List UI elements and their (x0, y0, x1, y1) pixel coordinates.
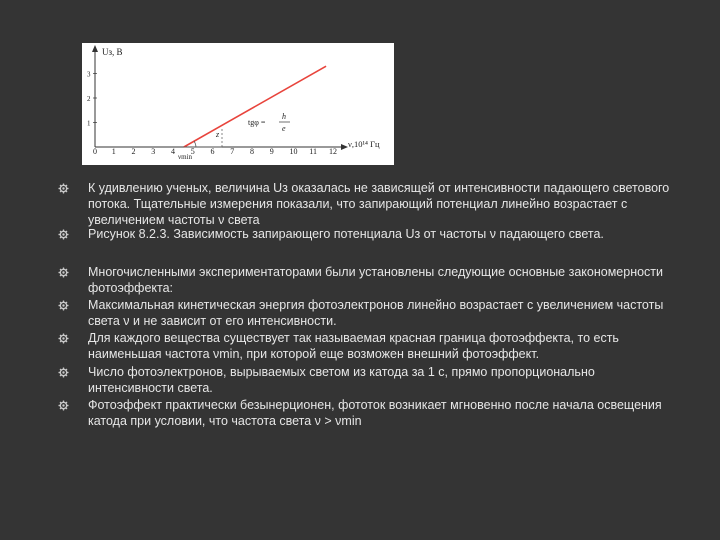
nu-min-label: νmin (178, 153, 193, 161)
x-tick-label: 1 (111, 147, 116, 156)
y-tick-label: 3 (87, 70, 91, 79)
gear-bullet-icon (58, 267, 69, 278)
x-tick-label: 7 (230, 147, 235, 156)
line-label-z: z (216, 130, 220, 139)
bullet-text: К удивлению ученых, величина Uз оказалась не зависящей от интенсивности падающего светового потока. Тщательные измерения показали, что запирающий потенциал линейно возрастает с увеличением частоты ν света (88, 181, 670, 227)
x-tick-label: 12 (329, 147, 337, 156)
x-tick-label: 3 (151, 147, 156, 156)
y-axis-label: Uз, В (102, 47, 123, 57)
formula-lhs: tgφ = (248, 118, 266, 127)
gear-bullet-icon (58, 400, 69, 411)
bullet-text: Фотоэффект практически безынерционен, фототок возникает мгновенно после начала освещения катода при условии, что частота света ν > νmin (88, 398, 662, 428)
formula-numerator: h (282, 112, 286, 121)
gear-bullet-icon (58, 229, 69, 240)
bullet-text: Для каждого вещества существует так называемая красная граница фотоэффекта, то есть наименьшая частота νmin, при которой еще возможен внешний фотоэффект. (88, 331, 619, 361)
x-tick-label: 4 (171, 147, 175, 156)
x-tick-label: 8 (250, 147, 254, 156)
gear-bullet-icon (58, 300, 69, 311)
bullet-text: Максимальная кинетическая энергия фотоэлектронов линейно возрастает с увеличением частоты света ν и не зависит от его интенсивности. (88, 298, 664, 328)
x-tick-label: 6 (210, 147, 215, 156)
x-tick-label: 9 (269, 147, 274, 156)
bullet-text: Рисунок 8.2.3. Зависимость запирающего потенциала Uз от частоты ν падающего света. (88, 227, 604, 241)
y-tick-label: 2 (87, 95, 91, 103)
x-axis-label: ν,10¹⁴ Гц (348, 139, 380, 149)
bullet-text: Число фотоэлектронов, вырываемых светом из катода за 1 с, прямо пропорционально интенсивности света. (88, 365, 595, 395)
y-tick-label: 1 (87, 119, 91, 128)
gear-bullet-icon (58, 333, 69, 344)
x-tick-label: 0 (93, 147, 97, 156)
x-tick-label: 10 (289, 147, 298, 156)
bullet-text: Многочисленными экспериментаторами были установлены следующие основные закономерности фотоэффекта: (88, 265, 664, 295)
x-tick-label: 11 (309, 147, 317, 156)
gear-bullet-icon (58, 367, 69, 378)
gear-bullet-icon (58, 183, 69, 194)
x-tick-label: 2 (131, 147, 136, 156)
formula-denominator: e (282, 124, 286, 133)
x-tick-label: 5 (190, 147, 195, 156)
